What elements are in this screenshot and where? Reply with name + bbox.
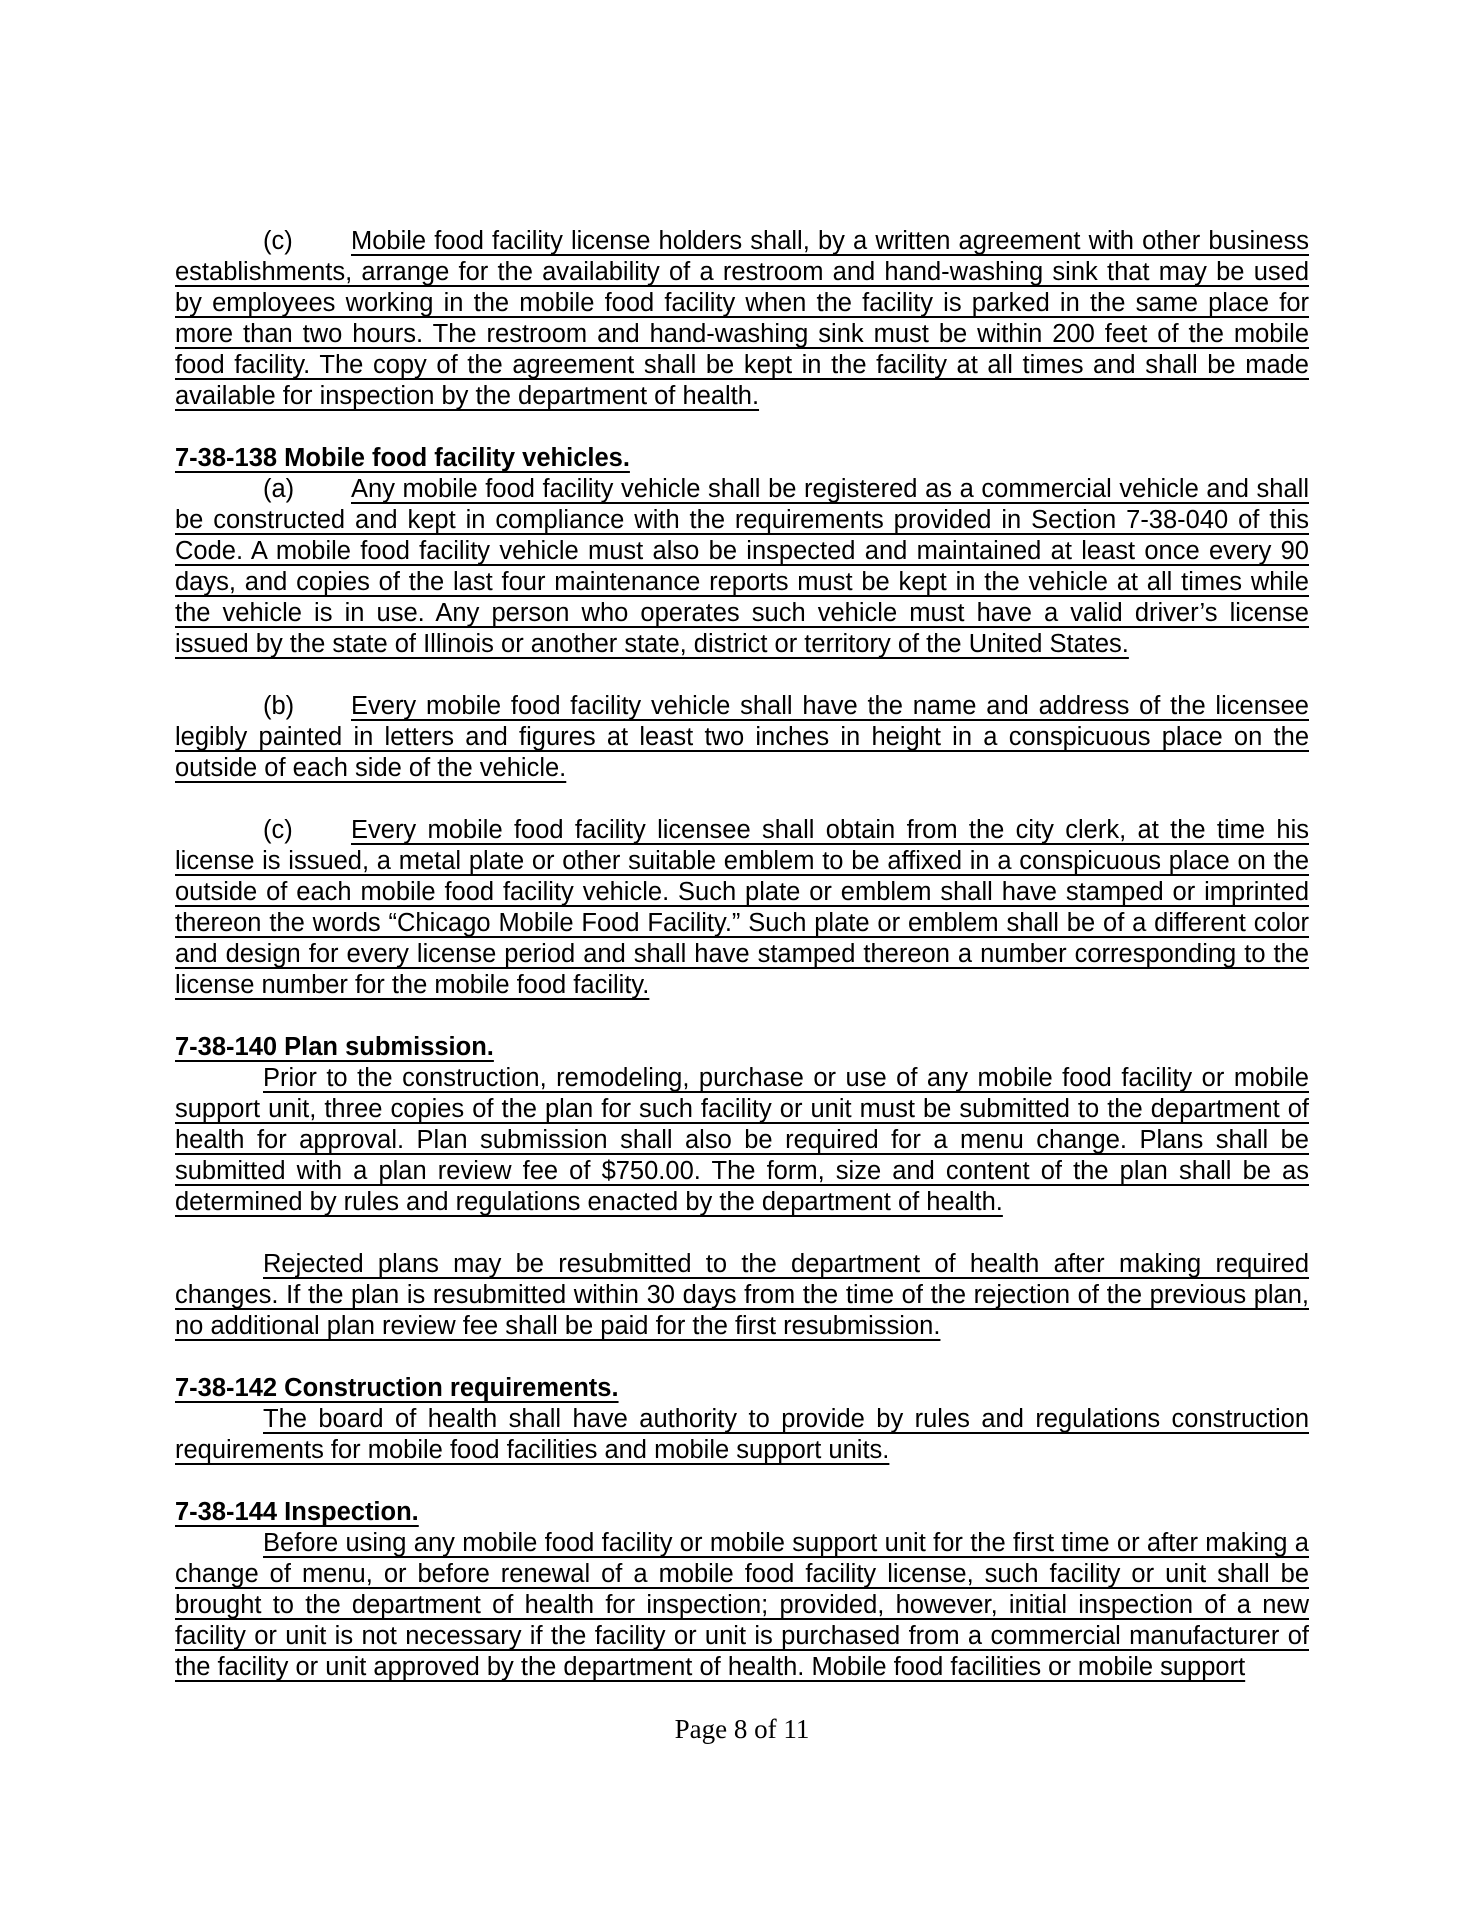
section-heading-7-38-144: 7-38-144 Inspection. (175, 1498, 419, 1526)
paragraph-text: Every mobile food facility vehicle shall have the name and address of the licensee legibly painted in letters and figures at least two inches in height in a conspicuous place on the outside of each side of the vehicle. (175, 692, 1309, 782)
paragraph-138-a (175, 474, 1309, 660)
paragraph-text: Any mobile food facility vehicle shall be registered as a commercial vehicle and shall be constructed and kept in compliance with the requirements provided in Section 7-38-040 of this Code. A mobile food facility vehicle must also be inspected and maintained at least once every 90 days, and copies of the last four maintenance reports must be kept in the vehicle at all times while the vehicle is in use. Any person who operates such vehicle must have a valid driver’s license issued by the state of Illinois or another state, district or territory of the United States. (175, 475, 1309, 658)
section-heading-7-38-140: 7-38-140 Plan submission. (175, 1033, 494, 1061)
paragraph-144-1 (175, 1528, 1309, 1683)
subsection-label: (c) (263, 816, 293, 844)
paragraph-text: Every mobile food facility licensee shall obtain from the city clerk, at the time his license is issued, a metal plate or other suitable emblem to be affixed in a conspicuous place on the outside of each mobile food facility vehicle. Such plate or emblem shall have stamped or imprinted thereon the words “Chicago Mobile Food Facility.” Such plate or emblem shall be of a different color and design for every license period and shall have stamped thereon a number corresponding to the license number for the mobile food facility. (175, 816, 1309, 999)
paragraph-text: Prior to the construction, remodeling, purchase or use of any mobile food facility or mobile support unit, three copies of the plan for such facility or unit must be submitted to the department of health for approval. Plan submission shall also be required for a menu change. Plans shall be submitted with a plan review fee of $750.00. The form, size and content of the plan shall be as determined by rules and regulations enacted by the department of health. (175, 1064, 1309, 1216)
page-number: Page 8 of 11 (674, 1714, 810, 1744)
paragraph-138-c (175, 815, 1309, 1001)
paragraph-138-b (175, 691, 1309, 784)
subsection-label: (c) (263, 227, 293, 255)
paragraph-text: Mobile food facility license holders shall, by a written agreement with other business establishments, arrange for the availability of a restroom and hand-washing sink that may be used by employees working in the mobile food facility when the facility is parked in the same place for more than two hours. The restroom and hand-washing sink must be within 200 feet of the mobile food facility. The copy of the agreement shall be kept in the facility at all times and shall be made available for inspection by the department of health. (175, 227, 1309, 410)
paragraph-140-2 (175, 1249, 1309, 1342)
paragraph-text: The board of health shall have authority to provide by rules and regulations construction requirements for mobile food facilities and mobile support units. (175, 1405, 1309, 1464)
paragraph-142-1 (175, 1404, 1309, 1466)
subsection-label: (a) (263, 475, 295, 503)
document-body (175, 226, 1309, 1683)
paragraph-140-1 (175, 1063, 1309, 1218)
paragraph-text: Rejected plans may be resubmitted to the department of health after making required changes. If the plan is resubmitted within 30 days from the time of the rejection of the previous plan, no additional plan review fee shall be paid for the first resubmission. (175, 1250, 1309, 1340)
paragraph-c-restroom (175, 226, 1309, 412)
section-heading-7-38-138: 7-38-138 Mobile food facility vehicles. (175, 444, 630, 472)
subsection-label: (b) (263, 692, 295, 720)
paragraph-text: Before using any mobile food facility or mobile support unit for the first time or after making a change of menu, or before renewal of a mobile food facility license, such facility or unit shall be brought to the department of health for inspection; provided, however, initial inspection of a new facility or unit is not necessary if the facility or unit is purchased from a commercial manufacturer of the facility or unit approved by the department of health. Mobile food facilities or mobile support (175, 1529, 1309, 1681)
section-heading-7-38-142: 7-38-142 Construction requirements. (175, 1374, 619, 1402)
